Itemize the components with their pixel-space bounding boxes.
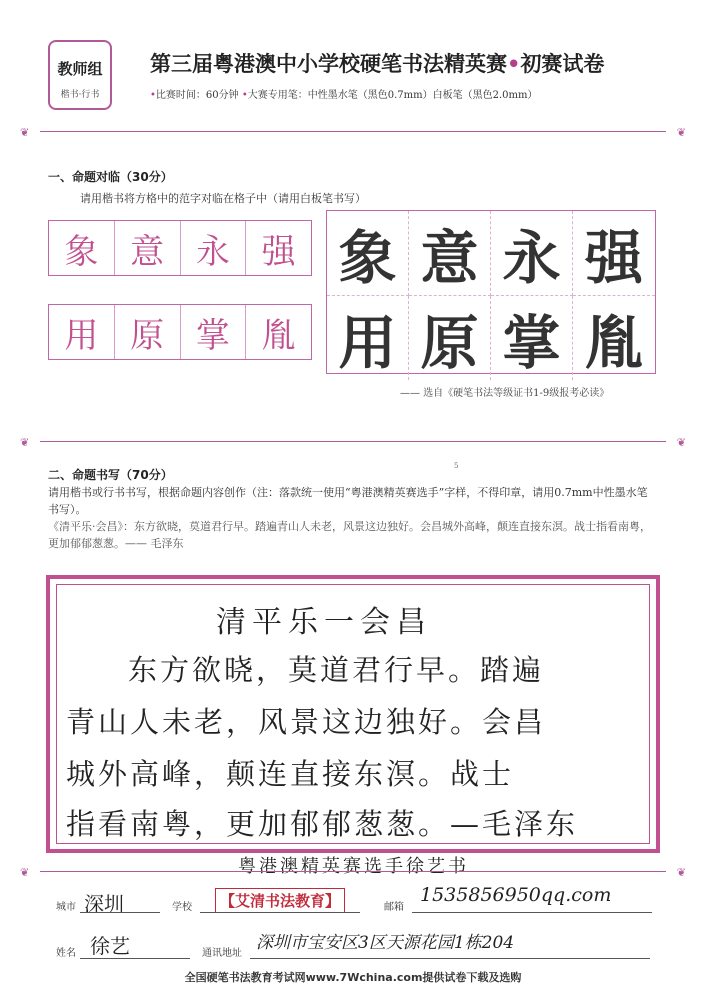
model-char: 胤 [584, 309, 643, 377]
header-divider [10, 126, 696, 138]
source-note: —— 选自《硬笔书法等级证书1-9级报考必读》 [400, 388, 610, 399]
written-char: 象 [49, 221, 115, 275]
group-badge [48, 40, 112, 110]
email-value: 1535856950qq.com [420, 884, 612, 906]
school-label: 学校 [172, 902, 192, 913]
signature-line: 粤港澳精英赛选手徐艺书 [238, 856, 469, 877]
handwritten-line: 东方欲晓，莫道君行早。踏遍 [128, 653, 545, 687]
name-underline [80, 958, 190, 959]
model-char: 强 [573, 211, 655, 296]
city-value: 深圳 [84, 892, 124, 916]
name-label: 姓名 [56, 948, 76, 959]
handwritten-line: 青山人未老，风景这边独好。会昌 [66, 705, 547, 739]
written-char: 原 [115, 305, 181, 359]
model-char: 用 [327, 296, 409, 380]
written-grid-row2 [48, 304, 312, 360]
school-value: 【艾清书法教育】 [215, 888, 345, 913]
swirl-ornament-icon: ❦ [676, 436, 686, 449]
model-char: 意 [409, 211, 491, 296]
title-dot: • [507, 52, 521, 76]
exam-title [150, 48, 604, 78]
exam-rules [150, 86, 537, 101]
email-label: 邮箱 [384, 902, 404, 913]
swirl-ornament-icon: ❦ [20, 866, 30, 879]
page-mark: 5 [454, 462, 459, 470]
written-char: 掌 [181, 305, 247, 359]
swirl-ornament-icon: ❦ [676, 866, 686, 879]
model-character-grid [326, 210, 656, 377]
written-char: 用 [49, 305, 115, 359]
city-label: 城市 [56, 902, 76, 913]
written-char: 胤 [261, 315, 296, 356]
written-grid-row1 [48, 220, 312, 276]
group-badge-label: 教师组 [57, 60, 103, 78]
written-char: 意 [115, 221, 181, 275]
footer-text: 全国硬笔书法教育考试网www.7Wchina.com提供试卷下载及选购 [184, 971, 522, 984]
address-underline [250, 958, 650, 959]
section2-title: 二、命题书写（70分） [48, 468, 173, 482]
handwritten-title: 清平乐一会昌 [216, 605, 432, 640]
exam-title-tail: 初赛试卷 [520, 52, 605, 76]
address-value: 深圳市宝安区3区天源花园1栋204 [256, 933, 515, 953]
handwritten-line: 城外高峰，颠连直接东溟。战士 [66, 757, 515, 791]
rule-bullet: • [241, 90, 248, 101]
name-value: 徐艺 [90, 934, 130, 958]
model-char: 永 [491, 211, 573, 296]
poem-reference: 《清平乐·会昌》：东方欲晓，莫道君行早。踏遍青山人未老，风景这边独好。会昌城外高峰，颠连直接东溟。战士指看南粤，更加郁郁葱葱。—— 毛泽东 [48, 520, 651, 550]
model-char: 掌 [491, 296, 573, 380]
section1-instruction: 请用楷书将方格中的范字对临在格子中（请用白板笔书写） [80, 192, 366, 205]
rule-time: 比赛时间：60分钟 [155, 90, 239, 101]
swirl-ornament-icon: ❦ [676, 126, 686, 139]
model-char: 原 [409, 296, 491, 380]
section-divider [10, 436, 696, 448]
exam-title-main: 第三届粤港澳中小学校硬笔书法精英赛 [150, 52, 507, 76]
form-divider [10, 866, 696, 878]
section2-instruction: 请用楷书或行书书写，根据命题内容创作（注：落款统一使用“粤港澳精英赛选手”字样，不得印章，请用0.7mm中性墨水笔书写）。 [48, 486, 648, 516]
section1-title: 一、命题对临（30分） [48, 170, 173, 184]
email-underline [412, 912, 652, 913]
swirl-ornament-icon: ❦ [20, 436, 30, 449]
model-char: 象 [327, 211, 409, 296]
swirl-ornament-icon: ❦ [20, 126, 30, 139]
school-underline [200, 912, 360, 913]
rule-bullet: • [150, 90, 156, 101]
address-label: 通讯地址 [202, 948, 242, 959]
written-char: 强 [261, 231, 296, 272]
handwritten-line: 指看南粤，更加郁郁葱葱。—毛泽东 [66, 807, 579, 841]
written-char: 永 [181, 221, 247, 275]
group-badge-sub: 楷书·行书 [60, 90, 100, 100]
rule-pen: 大赛专用笔：中性墨水笔（黑色0.7mm）白板笔（黑色2.0mm） [247, 90, 538, 101]
city-underline [80, 912, 160, 913]
